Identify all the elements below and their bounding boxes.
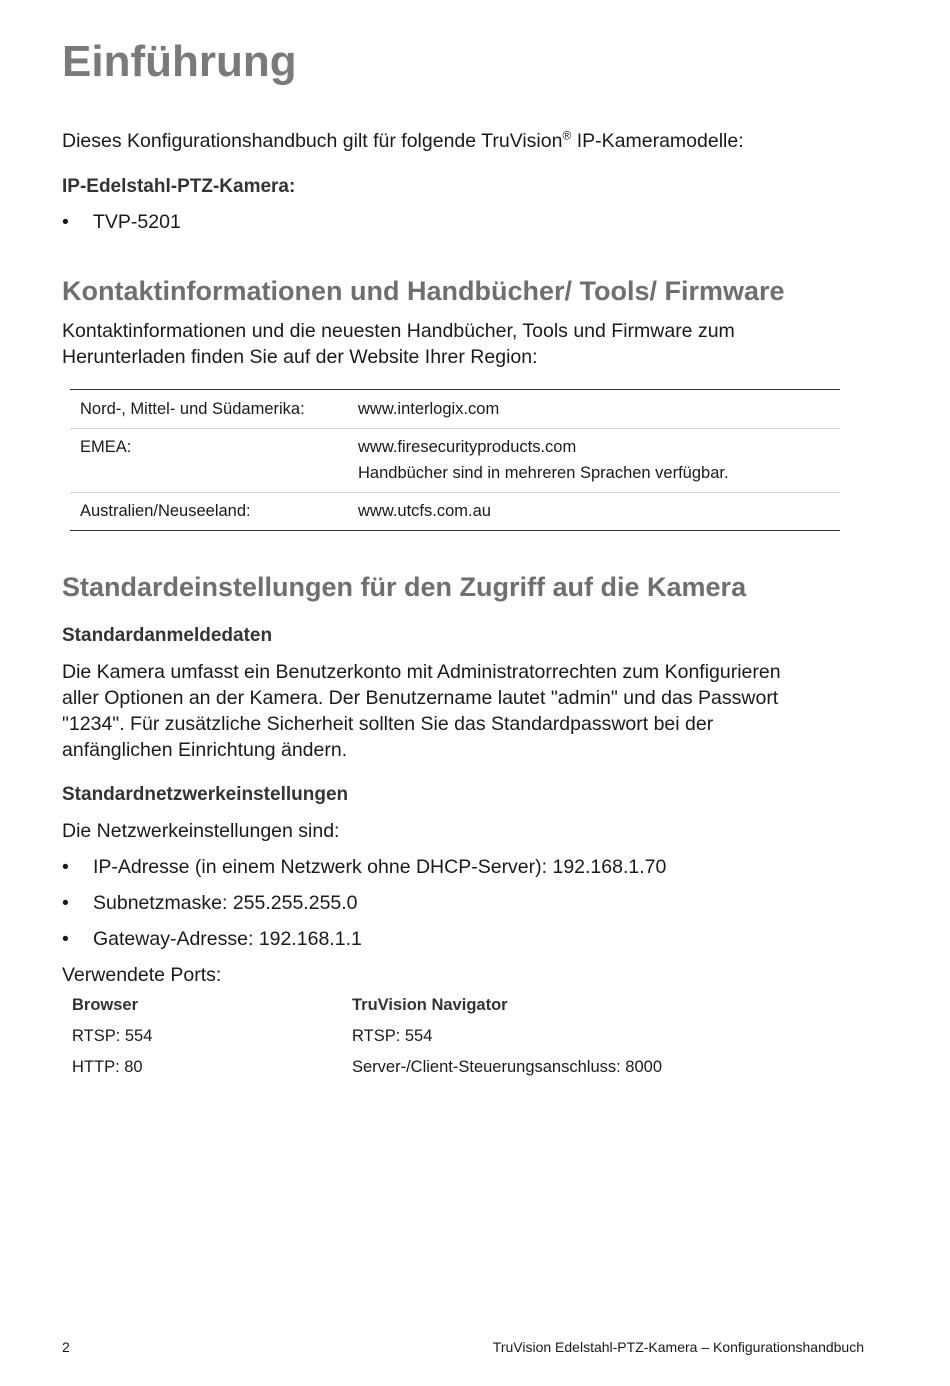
bullet-icon: • xyxy=(62,211,69,233)
model-name: TVP-5201 xyxy=(93,211,181,233)
contact-info xyxy=(358,498,840,524)
page-title: Einführung xyxy=(62,37,297,86)
ports-table xyxy=(72,990,772,1083)
contact-paragraph xyxy=(62,318,735,370)
login-paragraph-line: "1234". Für zusätzliche Sicherheit sollten Sie das Standardpasswort bei der xyxy=(62,713,714,735)
ports-label: Verwendete Ports: xyxy=(62,964,222,986)
ports-cell: RTSP: 554 xyxy=(352,1027,433,1045)
bullet-icon: • xyxy=(62,928,69,950)
network-list-item xyxy=(62,854,666,880)
intro-text-end: IP-Kameramodelle: xyxy=(571,130,744,152)
ports-cell: RTSP: 554 xyxy=(72,1027,153,1045)
model-list-item xyxy=(62,209,181,235)
network-item-text: Gateway-Adresse: 192.168.1.1 xyxy=(93,928,362,950)
ports-header-navigator: TruVision Navigator xyxy=(352,996,508,1014)
contact-region: EMEA: xyxy=(80,438,132,456)
ports-cell: Server-/Client-Steuerungsanschluss: 8000 xyxy=(352,1058,662,1076)
contact-region: Australien/Neuseeland: xyxy=(80,502,251,520)
ports-row xyxy=(72,1052,772,1083)
login-paragraph-line: Die Kamera umfasst ein Benutzerkonto mit Administratorrechten zum Konfigurieren xyxy=(62,661,781,683)
network-item-text: IP-Adresse (in einem Netzwerk ohne DHCP-Server): 192.168.1.70 xyxy=(93,856,667,878)
ports-row xyxy=(72,1021,772,1052)
page-number: 2 xyxy=(62,1339,70,1355)
contact-info xyxy=(358,434,840,486)
contact-note: Handbücher sind in mehreren Sprachen verfügbar. xyxy=(358,464,729,482)
network-list-item xyxy=(62,926,362,952)
intro-text: Dieses Konfigurationshandbuch gilt für folgende TruVision xyxy=(62,130,563,152)
contact-website-link[interactable]: www.utcfs.com.au xyxy=(358,502,491,520)
network-item-text: Subnetzmaske: 255.255.255.0 xyxy=(93,892,358,914)
contact-info xyxy=(358,396,840,422)
footer-doc-title: TruVision Edelstahl-PTZ-Kamera – Konfigurationshandbuch xyxy=(492,1339,864,1355)
contact-region: Nord-, Mittel- und Südamerika: xyxy=(80,400,305,418)
contact-row xyxy=(70,492,840,530)
contact-paragraph-line: Herunterladen finden Sie auf der Website Ihrer Region: xyxy=(62,346,538,368)
defaults-heading: Standardeinstellungen für den Zugriff auf die Kamera xyxy=(62,572,747,602)
contact-row xyxy=(70,428,840,492)
contact-paragraph-line: Kontaktinformationen und die neuesten Handbücher, Tools und Firmware zum xyxy=(62,320,735,342)
contact-website-link[interactable]: www.interlogix.com xyxy=(358,400,500,418)
bullet-icon: • xyxy=(62,892,69,914)
login-paragraph-line: aller Optionen an der Kamera. Der Benutzername lautet "admin" und das Passwort xyxy=(62,687,779,709)
network-heading: Standardnetzwerkeinstellungen xyxy=(62,784,349,805)
model-heading: IP-Edelstahl-PTZ-Kamera: xyxy=(62,176,296,197)
ports-cell: HTTP: 80 xyxy=(72,1058,143,1076)
contact-table xyxy=(70,389,840,531)
ports-header-row xyxy=(72,990,772,1021)
bullet-icon: • xyxy=(62,856,69,878)
network-list-item xyxy=(62,890,358,916)
network-intro: Die Netzwerkeinstellungen sind: xyxy=(62,820,340,842)
login-paragraph xyxy=(62,659,781,763)
contact-row xyxy=(70,390,840,428)
contact-website-link[interactable]: www.firesecurityproducts.com xyxy=(358,438,577,456)
login-heading: Standardanmeldedaten xyxy=(62,625,273,646)
contact-heading: Kontaktinformationen und Handbücher/ Tools/ Firmware xyxy=(62,276,785,306)
registered-mark: ® xyxy=(562,128,572,143)
intro-paragraph xyxy=(62,128,744,154)
ports-header-browser: Browser xyxy=(72,996,139,1014)
login-paragraph-line: anfänglichen Einrichtung ändern. xyxy=(62,739,348,761)
